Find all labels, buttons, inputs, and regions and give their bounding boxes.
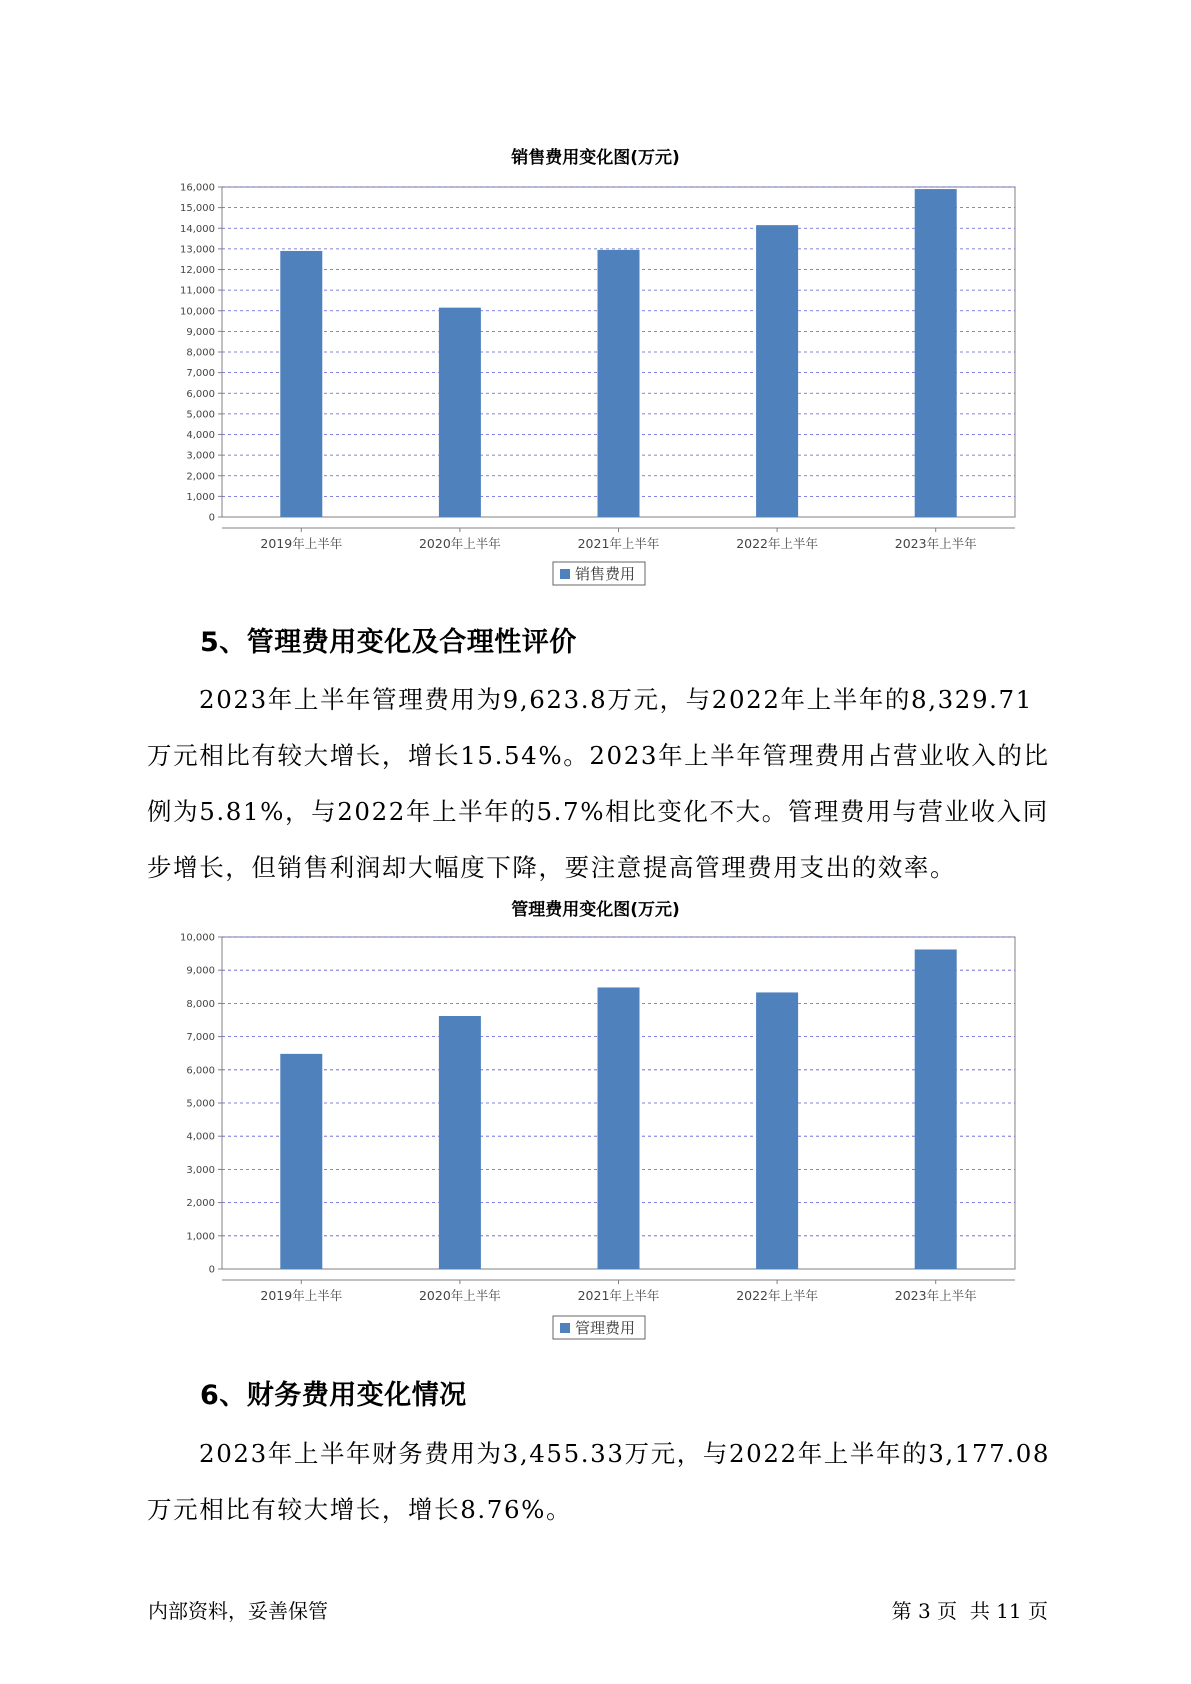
y-tick-label: 0 xyxy=(208,1264,215,1276)
section-6-heading: 6、财务费用变化情况 xyxy=(200,1380,467,1411)
section-5-text: 2023年上半年管理费用为9,623.8万元，与2022年上半年的8,329.71万元相比有较大增长，增长15.54%。2023年上半年管理费用占营业收入的比例为5.81%，与2022年上半年的5.7%相比变化不大。管理费用与营业收入同步增长，但销售利润却大幅度下降，要注意提高管理费用支出的效率。 xyxy=(147,685,1050,882)
footer-confidential: 内部资料，妥善保管 xyxy=(148,1599,328,1623)
y-tick-label: 3,000 xyxy=(186,450,215,462)
legend-swatch xyxy=(560,569,570,579)
legend xyxy=(553,1316,645,1339)
y-tick-label: 14,000 xyxy=(180,223,215,235)
y-tick-label: 7,000 xyxy=(186,1032,215,1044)
y-tick-label: 4,000 xyxy=(186,1131,215,1143)
y-tick-label: 8,000 xyxy=(186,347,215,359)
y-tick-label: 1,000 xyxy=(186,491,215,503)
y-tick-label: 2,000 xyxy=(186,471,215,483)
legend-swatch xyxy=(560,1323,570,1333)
admin-expense-chart xyxy=(0,925,1191,1340)
x-tick-label: 2020年上半年 xyxy=(418,1288,501,1303)
y-tick-label: 4,000 xyxy=(186,430,215,441)
legend-label: 销售费用 xyxy=(575,565,636,583)
section-5-paragraph xyxy=(147,672,1052,896)
legend xyxy=(553,562,645,585)
bar xyxy=(280,251,322,517)
bar xyxy=(756,992,798,1269)
sales-expense-chart xyxy=(0,160,1191,600)
bar xyxy=(280,1054,322,1269)
bar xyxy=(915,949,957,1269)
bar xyxy=(598,987,640,1269)
y-tick-label: 2,000 xyxy=(186,1198,215,1210)
bar xyxy=(439,308,481,517)
y-tick-label: 10,000 xyxy=(180,306,215,318)
x-tick-label: 2022年上半年 xyxy=(736,1288,819,1303)
y-tick-label: 0 xyxy=(208,512,215,524)
legend-label: 管理费用 xyxy=(575,1319,636,1337)
chart-title-sales-expense: 销售费用变化图(万元) xyxy=(511,148,680,168)
y-tick-label: 9,000 xyxy=(186,326,215,338)
footer-page-number: 第 3 页 共 11 页 xyxy=(891,1599,1048,1623)
y-tick-label: 6,000 xyxy=(186,1065,215,1077)
y-tick-label: 16,000 xyxy=(180,182,215,194)
bar xyxy=(756,225,798,517)
y-tick-label: 8,000 xyxy=(186,998,215,1010)
y-tick-label: 11,000 xyxy=(180,285,215,297)
y-tick-label: 9,000 xyxy=(186,965,215,977)
section-6-text: 2023年上半年财务费用为3,455.33万元，与2022年上半年的3,177.08万元相比有较大增长，增长8.76%。 xyxy=(147,1439,1051,1524)
y-tick-label: 12,000 xyxy=(180,265,215,276)
y-tick-label: 10,000 xyxy=(180,932,215,944)
x-tick-label: 2023年上半年 xyxy=(894,536,977,551)
x-tick-label: 2021年上半年 xyxy=(577,536,660,551)
y-tick-label: 5,000 xyxy=(186,409,215,421)
y-tick-label: 15,000 xyxy=(180,203,215,215)
y-tick-label: 5,000 xyxy=(186,1098,215,1110)
y-tick-label: 6,000 xyxy=(186,388,215,400)
section-5-heading: 5、管理费用变化及合理性评价 xyxy=(200,627,577,658)
bar xyxy=(598,250,640,517)
x-tick-label: 2022年上半年 xyxy=(736,536,819,551)
x-tick-label: 2019年上半年 xyxy=(260,536,343,551)
bar xyxy=(439,1016,481,1269)
y-tick-label: 3,000 xyxy=(186,1164,215,1176)
section-6-paragraph xyxy=(147,1426,1052,1538)
y-tick-label: 1,000 xyxy=(186,1231,215,1243)
y-tick-label: 13,000 xyxy=(180,244,215,256)
x-tick-label: 2019年上半年 xyxy=(260,1288,343,1303)
x-tick-label: 2023年上半年 xyxy=(894,1288,977,1303)
chart-title-admin-expense: 管理费用变化图(万元) xyxy=(511,900,680,920)
bar xyxy=(915,189,957,517)
x-tick-label: 2021年上半年 xyxy=(577,1288,660,1303)
y-tick-label: 7,000 xyxy=(186,368,215,380)
x-tick-label: 2020年上半年 xyxy=(418,536,501,551)
